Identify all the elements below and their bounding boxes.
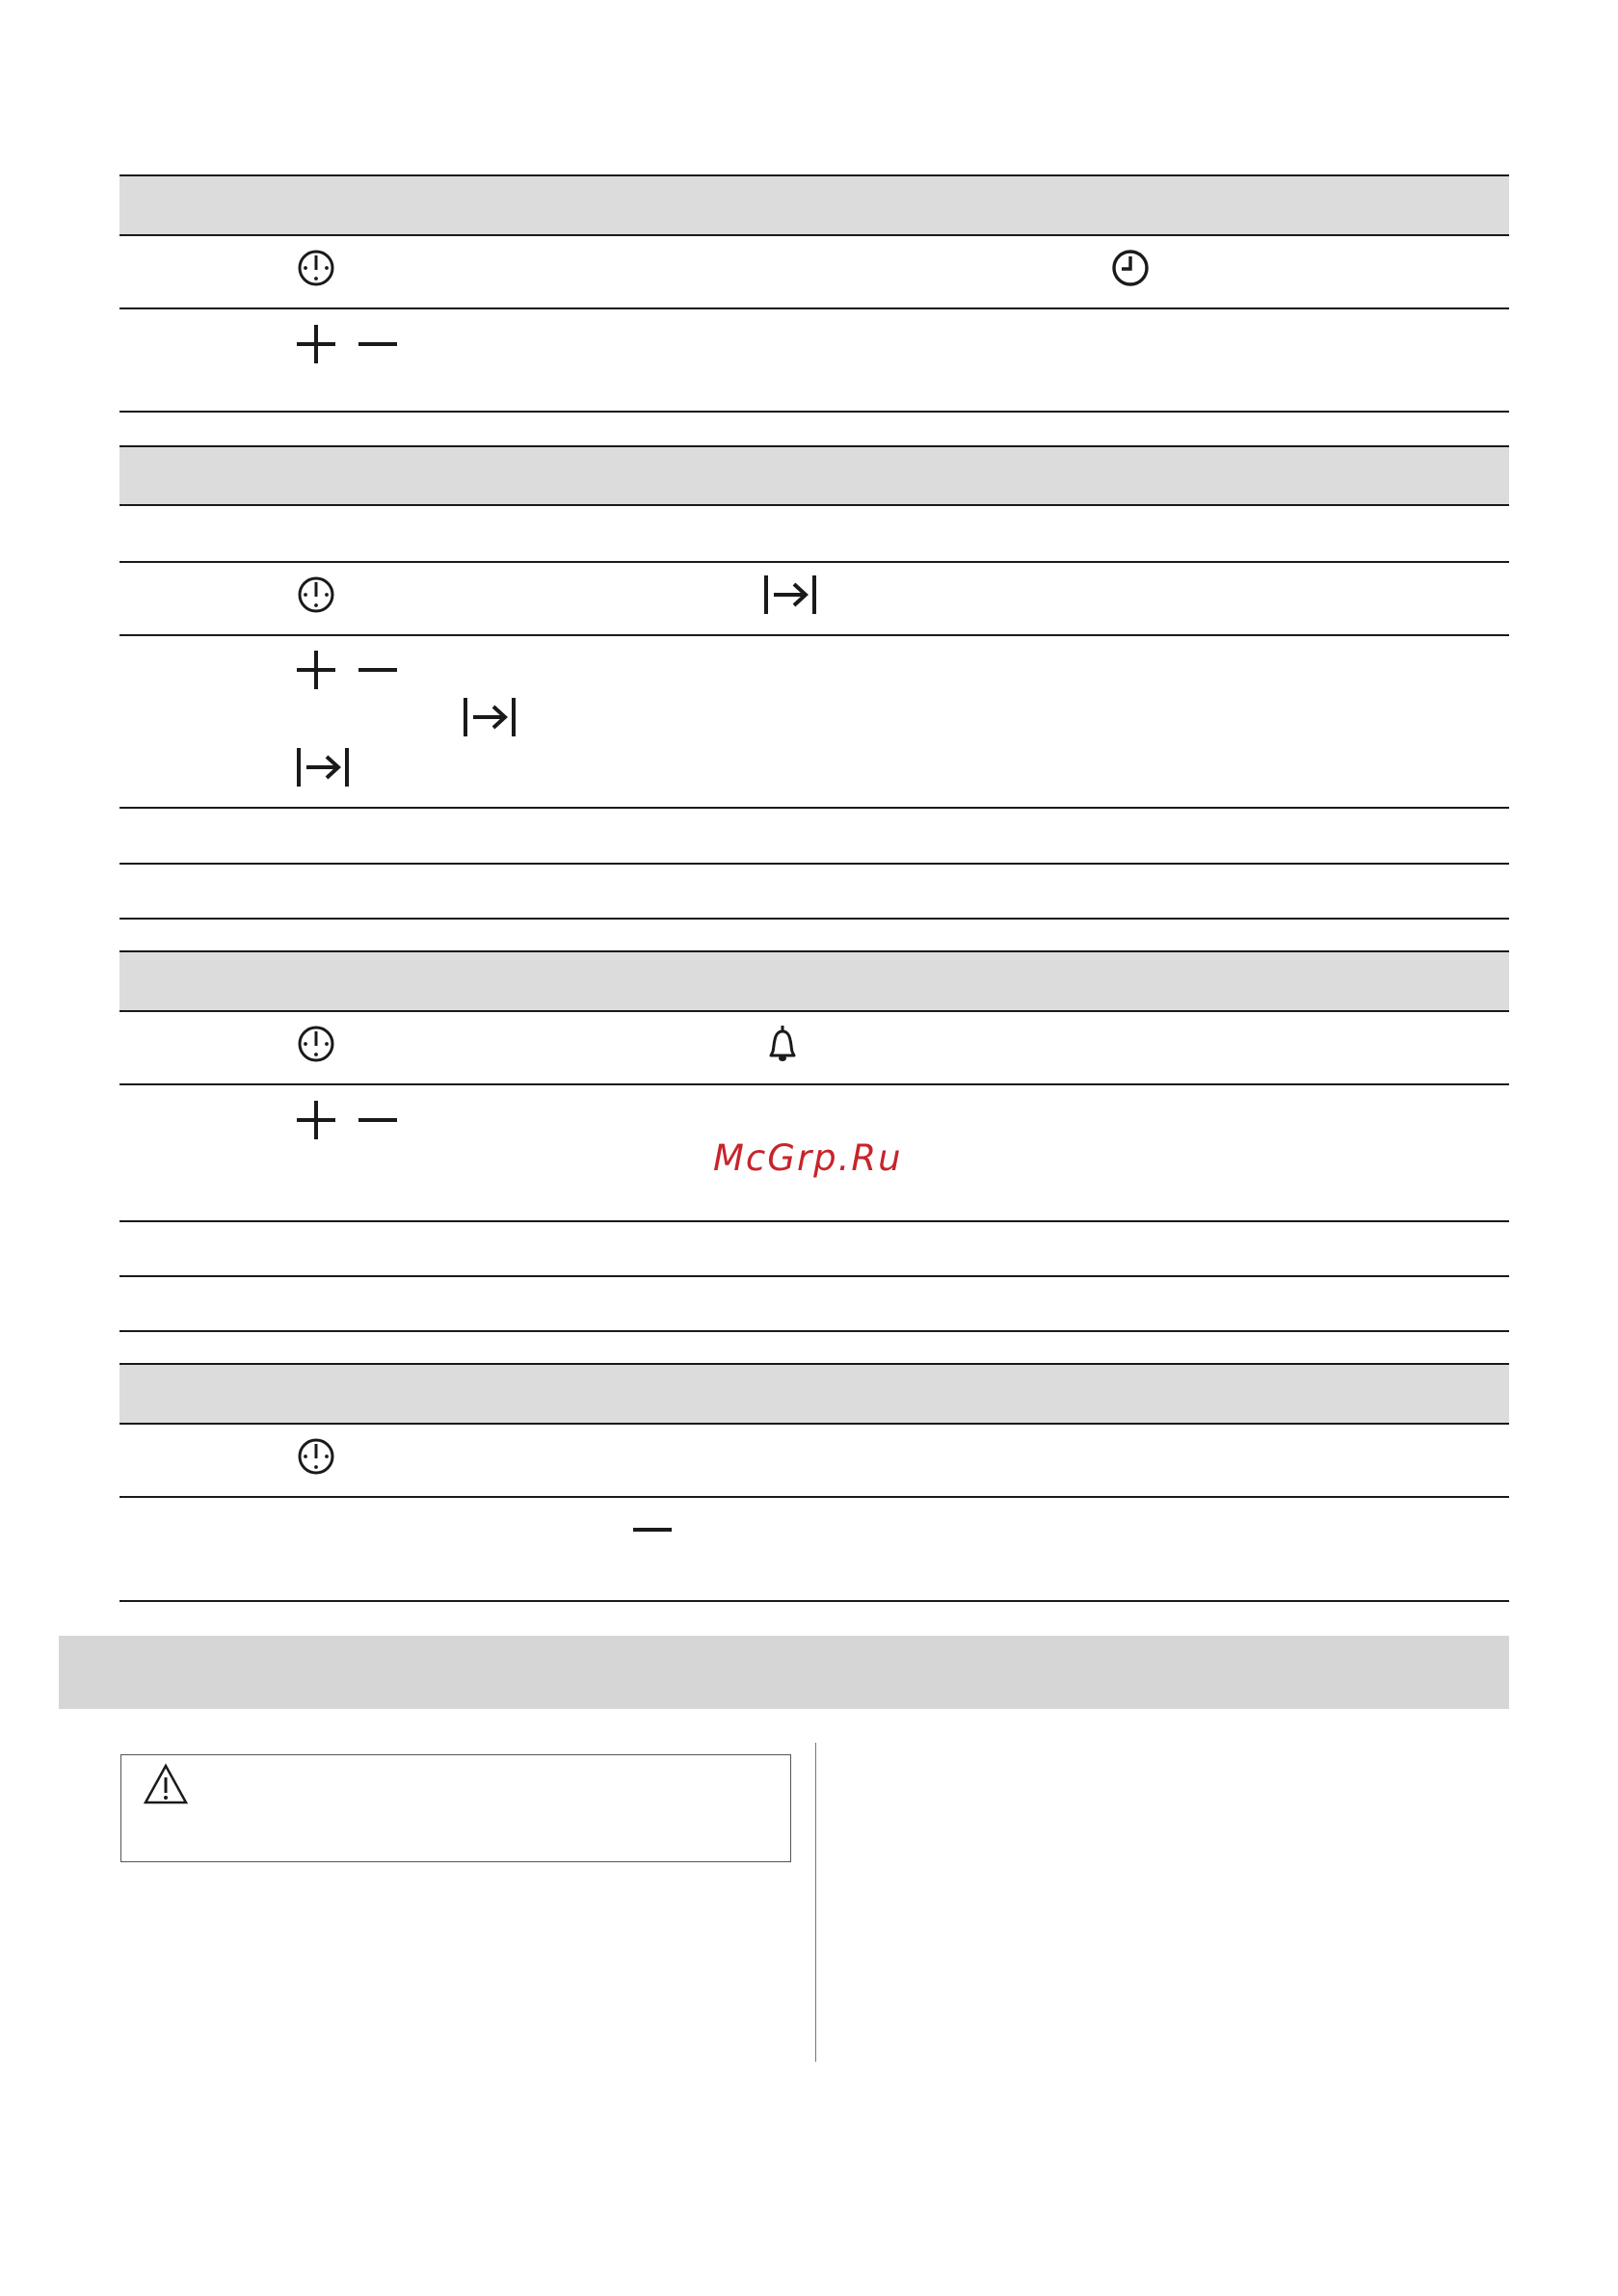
watermark-text: McGrp.Ru bbox=[713, 1137, 903, 1179]
table-2-row-rule-3 bbox=[119, 807, 1509, 809]
plus-icon bbox=[297, 325, 335, 363]
table-2-top-rule bbox=[119, 445, 1509, 447]
table-2-row-rule-2 bbox=[119, 634, 1509, 636]
bell-icon bbox=[763, 1025, 802, 1063]
table-1-bottom-rule bbox=[119, 411, 1509, 413]
table-1-row-rule bbox=[119, 307, 1509, 309]
table-4-header-rule bbox=[119, 1423, 1509, 1425]
minus-icon bbox=[358, 1101, 397, 1139]
table-3-row-rule-3 bbox=[119, 1275, 1509, 1277]
table-3-header bbox=[119, 951, 1509, 1010]
end-arrow-icon bbox=[764, 575, 816, 614]
clock-icon bbox=[1111, 249, 1150, 287]
timer-icon bbox=[297, 1437, 335, 1476]
timer-icon bbox=[297, 249, 335, 287]
table-1-top-rule bbox=[119, 174, 1509, 176]
table-3-top-rule bbox=[119, 950, 1509, 952]
end-arrow-icon bbox=[297, 748, 349, 787]
table-4-row-rule bbox=[119, 1496, 1509, 1498]
table-2-header bbox=[119, 446, 1509, 505]
section-heading-band bbox=[59, 1636, 1509, 1709]
table-4-header bbox=[119, 1364, 1509, 1423]
plus-icon bbox=[297, 651, 335, 689]
table-1-header-rule bbox=[119, 234, 1509, 236]
end-arrow-icon bbox=[464, 698, 516, 736]
table-2-row-rule-4 bbox=[119, 863, 1509, 865]
timer-icon bbox=[297, 1025, 335, 1063]
warning-triangle-icon bbox=[143, 1763, 189, 1805]
table-2-bottom-rule bbox=[119, 918, 1509, 920]
timer-icon bbox=[297, 575, 335, 614]
warning-box bbox=[120, 1754, 791, 1862]
table-3-row-rule-2 bbox=[119, 1220, 1509, 1222]
table-1-header bbox=[119, 175, 1509, 234]
table-3-header-rule bbox=[119, 1010, 1509, 1012]
minus-icon bbox=[358, 325, 397, 363]
table-3-row-rule-1 bbox=[119, 1083, 1509, 1085]
minus-icon bbox=[358, 651, 397, 689]
table-2-header-rule bbox=[119, 504, 1509, 506]
column-divider bbox=[815, 1743, 816, 2062]
table-4-top-rule bbox=[119, 1363, 1509, 1365]
table-3-bottom-rule bbox=[119, 1330, 1509, 1332]
minus-icon bbox=[633, 1510, 672, 1549]
plus-icon bbox=[297, 1101, 335, 1139]
table-2-row-rule-1 bbox=[119, 561, 1509, 563]
table-4-bottom-rule bbox=[119, 1600, 1509, 1602]
